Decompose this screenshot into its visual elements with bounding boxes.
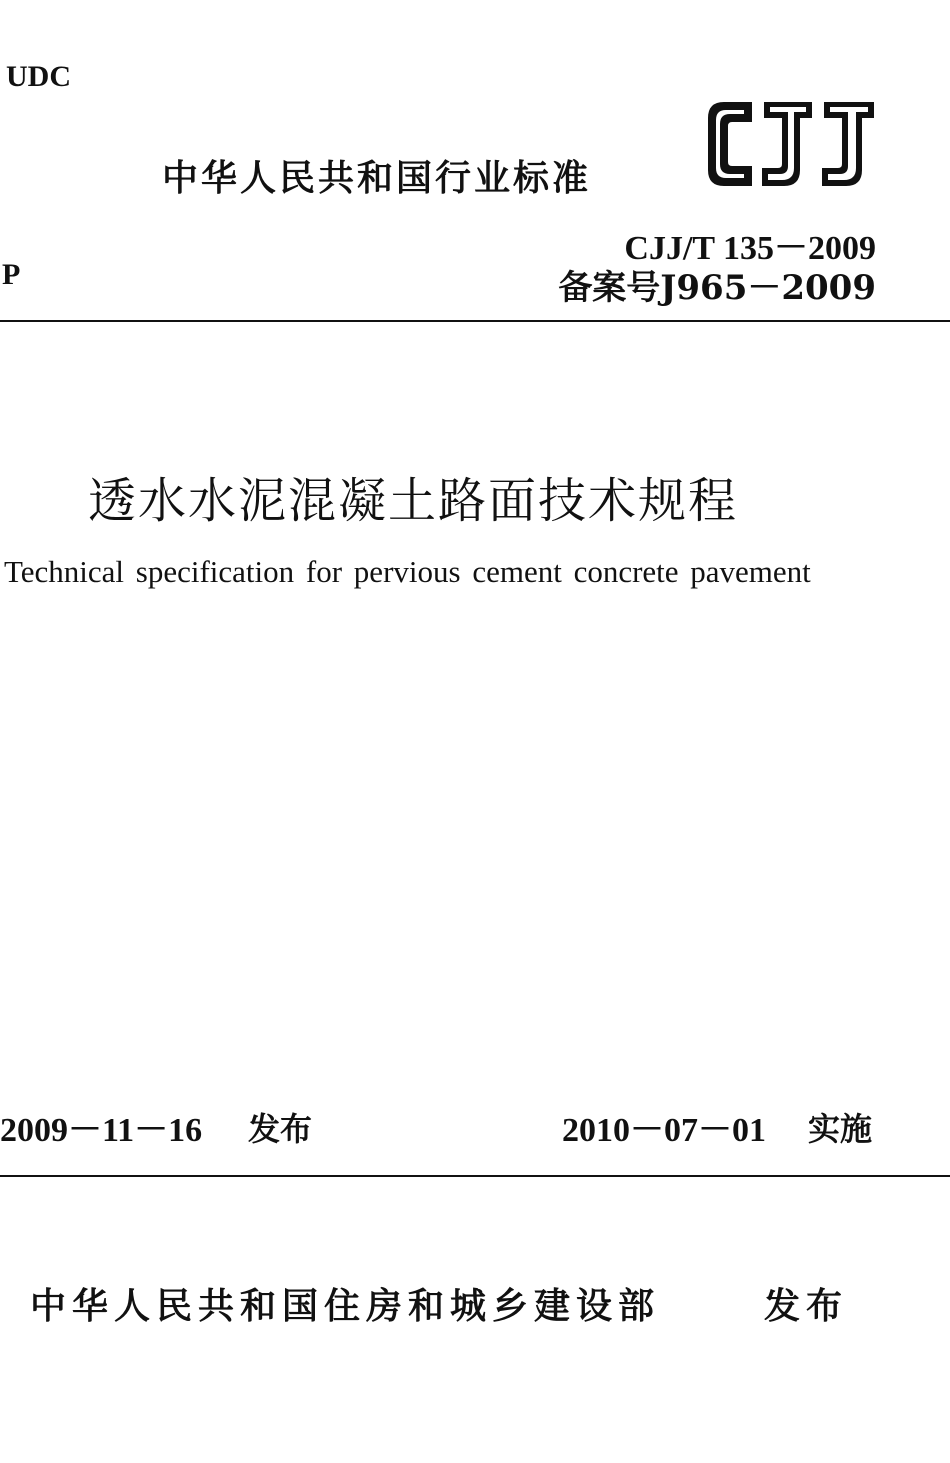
- issue-label: 发布: [248, 1110, 313, 1148]
- cjj-logo: [702, 96, 880, 192]
- issue-date: 2009－11－16: [0, 1112, 203, 1149]
- classification-code: P: [2, 258, 21, 291]
- publisher-name: 中华人民共和国住房和城乡建设部: [30, 1286, 661, 1327]
- bottom-divider: [0, 1175, 950, 1177]
- effective-date: 2010－07－01: [562, 1112, 766, 1149]
- title-chinese: 透水水泥混凝土路面技术规程: [88, 473, 739, 529]
- effective-label: 实施: [808, 1110, 873, 1148]
- filing-number: 备案号J965－2009: [558, 268, 876, 308]
- standard-number: CJJ/T 135－2009: [624, 230, 876, 267]
- top-divider: [0, 320, 950, 322]
- udc-label: UDC: [6, 60, 71, 93]
- title-english: Technical specification for pervious cement concrete pavement: [4, 554, 811, 589]
- industry-standard-heading: 中华人民共和国行业标准: [162, 158, 592, 199]
- publisher-action: 发布: [764, 1286, 849, 1327]
